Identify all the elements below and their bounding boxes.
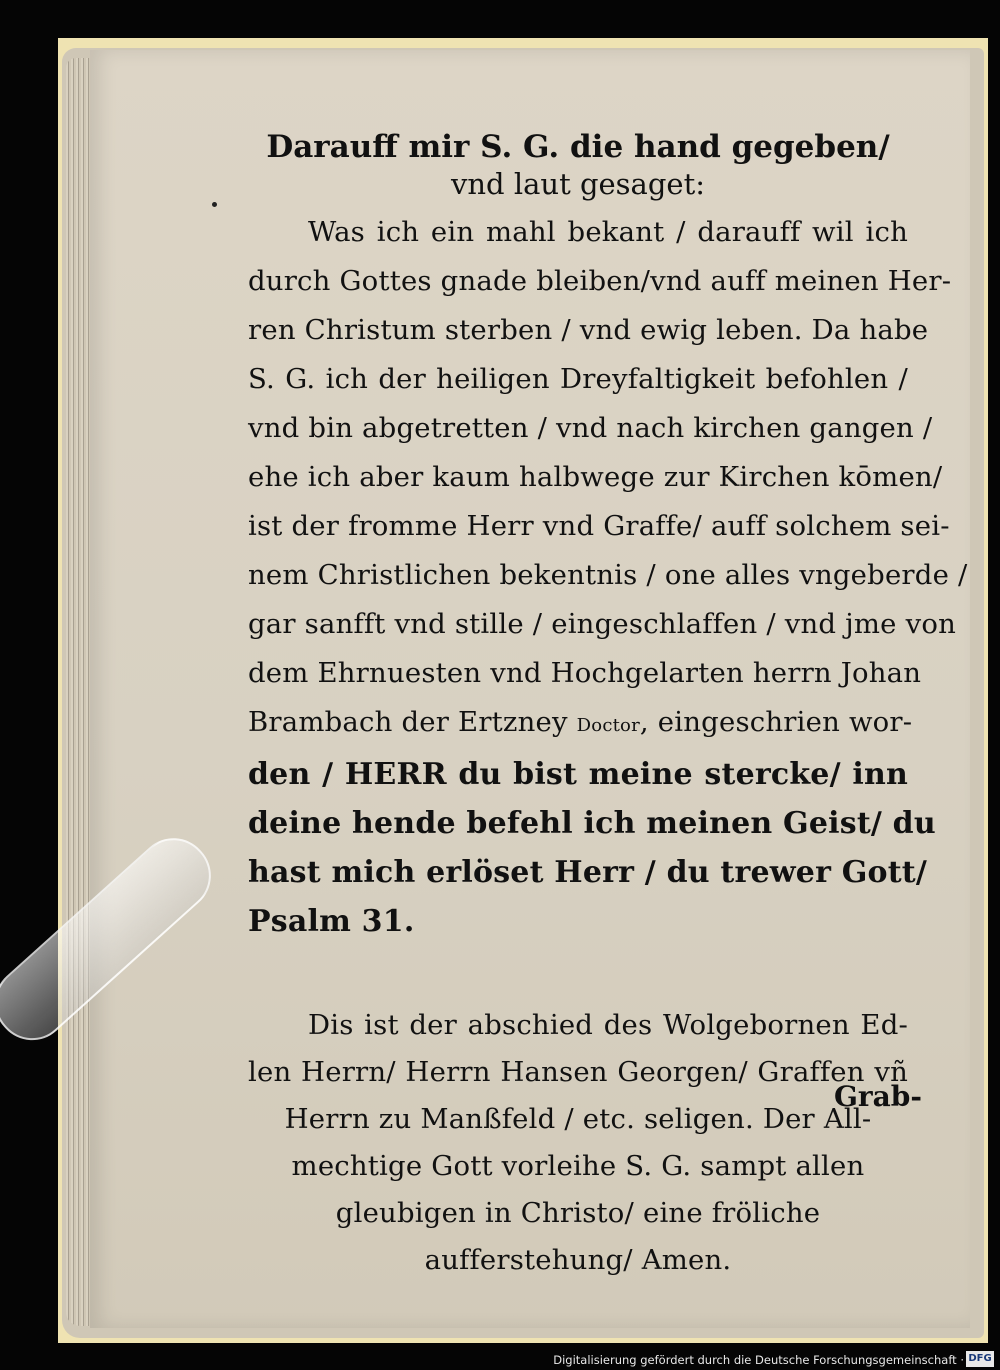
- body-line-doctor: [248, 698, 913, 750]
- heading-line-1: Darauff mir S. G. die hand gegeben/: [266, 129, 890, 165]
- farewell-line: len Herrn/ Herrn Hansen Georgen/ Graffen vñ: [248, 1056, 908, 1088]
- body-line: gar sanfft vnd stille / eingeschlaffen / vnd jme von: [248, 608, 956, 640]
- farewell-paragraph: [248, 1002, 908, 1284]
- body-line: dem Ehrnuesten vnd Hochgelarten herrn Johan: [248, 657, 922, 689]
- catchword: Grab-: [833, 1080, 922, 1113]
- scripture-line: hast mich erlöset Herr / du trewer Gott/: [248, 855, 928, 890]
- body-line: vnd bin abgetretten / vnd nach kirchen gangen /: [248, 412, 933, 444]
- farewell-line: Dis ist der abschied des Wolgebornen Ed-: [308, 1009, 908, 1041]
- body-line: ist der fromme Herr vnd Graffe/ auff solchem sei-: [248, 510, 950, 542]
- body-line-doctor-pre: Brambach der Ertzney: [248, 706, 577, 738]
- doctor-word: Doctor: [576, 715, 640, 736]
- page-text: [248, 128, 968, 1284]
- scripture-line: deine hende befehl ich meinen Geist/ du: [248, 806, 936, 841]
- body-line: Was ich ein mahl bekant / darauff wil ich: [308, 216, 908, 248]
- farewell-line: aufferstehung/ Amen.: [424, 1244, 732, 1276]
- dfg-logo: DFG: [966, 1351, 994, 1367]
- body-line: ren Christum sterben / vnd ewig leben. Da habe: [248, 314, 929, 346]
- body-line: S. G. ich der heiligen Dreyfaltigkeit befohlen /: [248, 363, 908, 395]
- body-line: nem Christlichen bekentnis / one alles vngeberde /: [248, 559, 968, 591]
- body-line-doctor-post: , eingeschrien wor-: [639, 706, 913, 738]
- farewell-line: Herrn zu Manßfeld / etc. seligen. Der All-: [284, 1103, 872, 1135]
- farewell-line: gleubigen in Christo/ eine fröliche: [335, 1197, 821, 1229]
- heading-line-2: vnd laut gesaget:: [450, 167, 705, 201]
- body-line: ehe ich aber kaum halbwege zur Kirchen kōmen/: [248, 461, 943, 493]
- body-line: durch Gottes gnade bleiben/vnd auff meinen Her-: [248, 265, 952, 297]
- footer-bar: [0, 1348, 1000, 1370]
- funding-credit: Digitalisierung gefördert durch die Deutsche Forschungsgemeinschaft ·: [553, 1353, 964, 1367]
- scripture-line: den / HERR du bist meine stercke/ inn: [248, 757, 908, 792]
- farewell-line: mechtige Gott vorleihe S. G. sampt allen: [291, 1150, 865, 1182]
- ink-dot: [212, 202, 217, 207]
- psalm-reference: Psalm 31.: [248, 904, 415, 939]
